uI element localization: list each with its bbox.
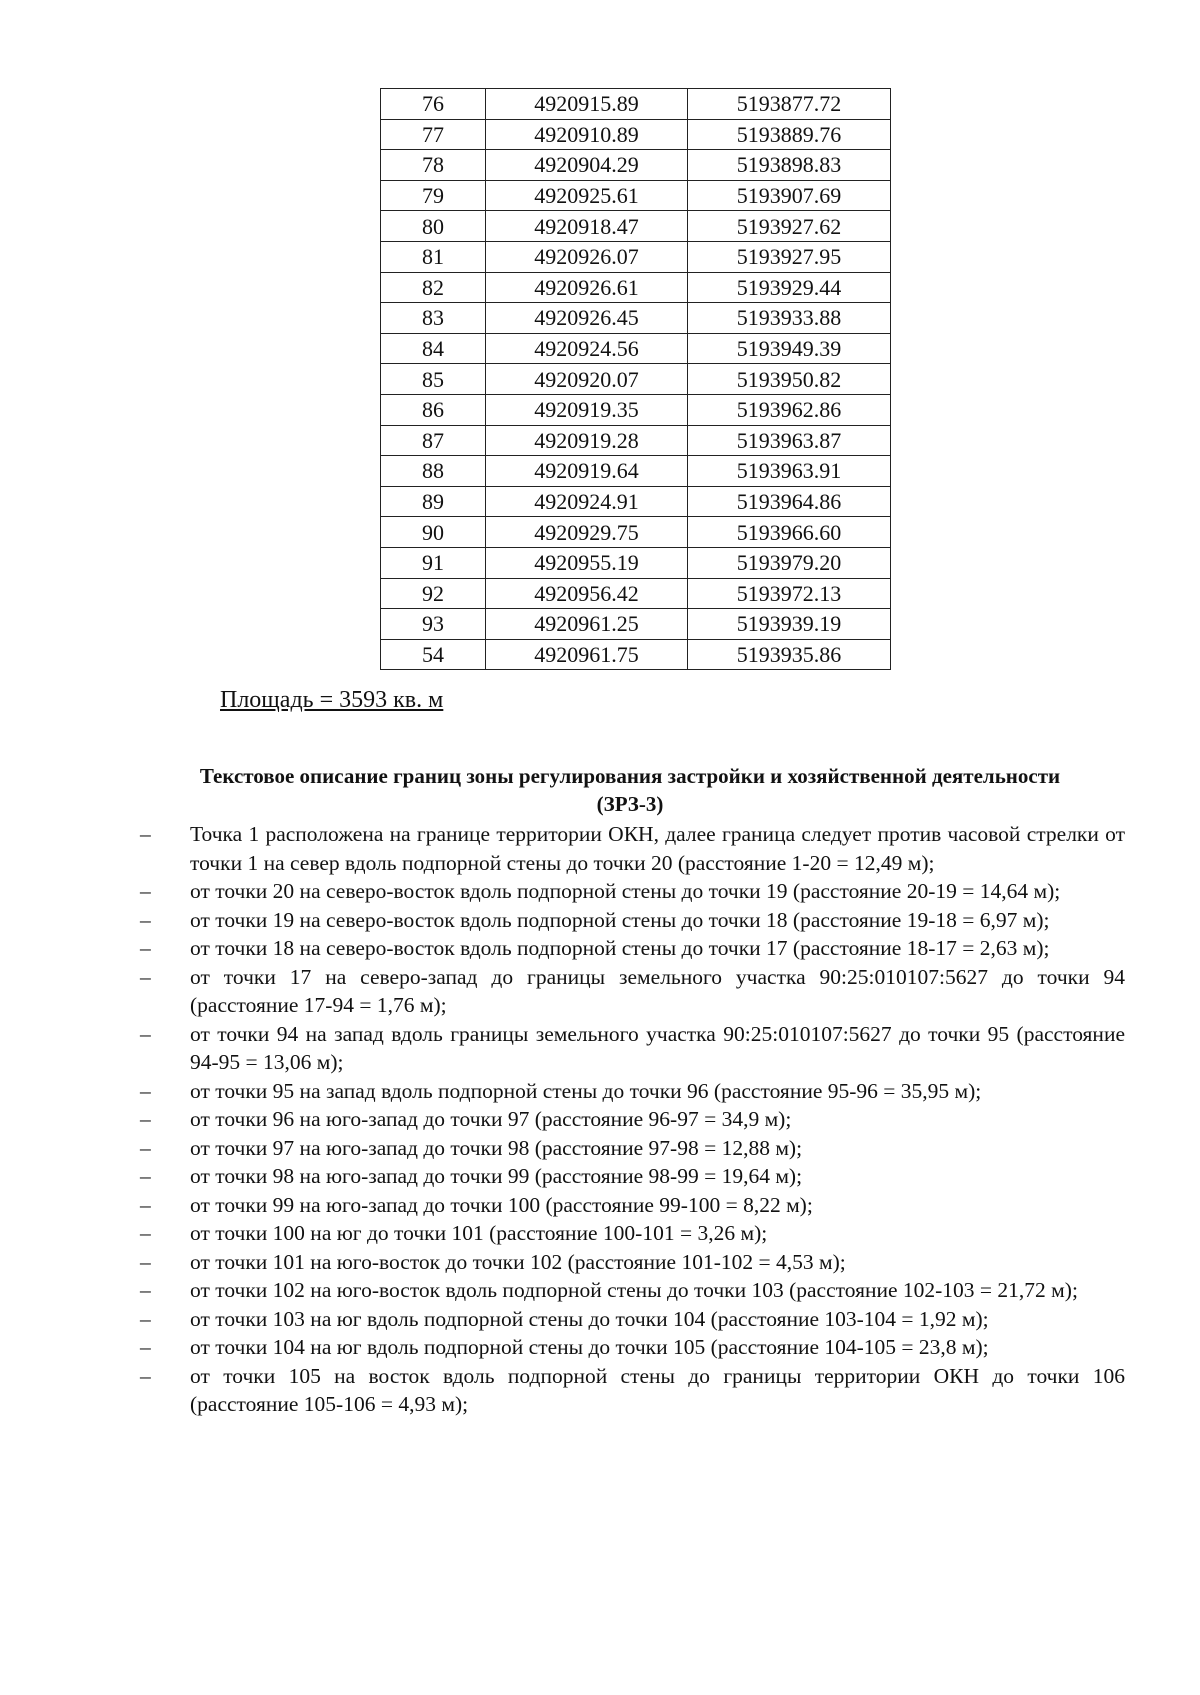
list-item-text: от точки 103 на юг вдоль подпорной стены до точки 104 (расстояние 103-104 = 1,92 м);	[190, 1306, 989, 1331]
dash-bullet: –	[140, 879, 151, 903]
point-number-cell: 91	[381, 547, 486, 578]
y-coordinate-cell: 5193964.86	[688, 486, 891, 517]
point-number-cell: 93	[381, 609, 486, 640]
list-item	[140, 1333, 1125, 1362]
y-coordinate-cell: 5193927.95	[688, 241, 891, 272]
dash-bullet: –	[140, 822, 151, 846]
x-coordinate-cell: 4920929.75	[486, 517, 688, 548]
dash-bullet: –	[140, 1135, 151, 1160]
y-coordinate-cell: 5193950.82	[688, 364, 891, 395]
list-item-text: от точки 17 на северо-запад до границы земельного участка 90:25:010107:5627 до точки 94 (расстояние 17-94 = 1,76 м);	[190, 964, 1125, 1017]
point-number-cell: 76	[381, 89, 486, 120]
list-item	[140, 877, 1125, 906]
y-coordinate-cell: 5193927.62	[688, 211, 891, 242]
point-number-cell: 89	[381, 486, 486, 517]
table-row	[381, 425, 891, 456]
x-coordinate-cell: 4920961.75	[486, 639, 688, 670]
table-row	[381, 272, 891, 303]
table-row	[381, 547, 891, 578]
x-coordinate-cell: 4920918.47	[486, 211, 688, 242]
dash-bullet: –	[140, 1306, 151, 1331]
list-item	[140, 1077, 1125, 1106]
point-number-cell: 90	[381, 517, 486, 548]
y-coordinate-cell: 5193972.13	[688, 578, 891, 609]
x-coordinate-cell: 4920955.19	[486, 547, 688, 578]
table-row	[381, 303, 891, 334]
list-item-text: от точки 101 на юго-восток до точки 102 (расстояние 101-102 = 4,53 м);	[190, 1249, 846, 1274]
x-coordinate-cell: 4920915.89	[486, 89, 688, 120]
dash-bullet: –	[140, 1021, 151, 1046]
table-row	[381, 89, 891, 120]
table-row	[381, 517, 891, 548]
table-row	[381, 241, 891, 272]
coordinates-table-body	[381, 89, 891, 670]
list-item-text: от точки 100 на юг до точки 101 (расстояние 100-101 = 3,26 м);	[190, 1221, 768, 1245]
list-item-text: от точки 105 на восток вдоль подпорной стены до границы территории ОКН до точки 106 (расстояние 105-106 = 4,93 м);	[190, 1363, 1125, 1416]
x-coordinate-cell: 4920920.07	[486, 364, 688, 395]
y-coordinate-cell: 5193933.88	[688, 303, 891, 334]
list-item	[140, 1276, 1125, 1305]
dash-bullet: –	[140, 1192, 151, 1217]
y-coordinate-cell: 5193963.87	[688, 425, 891, 456]
point-number-cell: 80	[381, 211, 486, 242]
list-item	[140, 934, 1125, 963]
list-item-text: от точки 99 на юго-запад до точки 100 (расстояние 99-100 = 8,22 м);	[190, 1192, 813, 1217]
point-number-cell: 82	[381, 272, 486, 303]
x-coordinate-cell: 4920910.89	[486, 119, 688, 150]
list-item	[140, 1219, 1125, 1248]
x-coordinate-cell: 4920925.61	[486, 180, 688, 211]
x-coordinate-cell: 4920926.61	[486, 272, 688, 303]
boundary-description-list	[140, 820, 1125, 1419]
list-item-text: от точки 104 на юг вдоль подпорной стены до точки 105 (расстояние 104-105 = 23,8 м);	[190, 1335, 989, 1359]
y-coordinate-cell: 5193929.44	[688, 272, 891, 303]
y-coordinate-cell: 5193966.60	[688, 517, 891, 548]
list-item	[140, 1134, 1125, 1163]
x-coordinate-cell: 4920924.91	[486, 486, 688, 517]
table-row	[381, 609, 891, 640]
y-coordinate-cell: 5193949.39	[688, 333, 891, 364]
x-coordinate-cell: 4920956.42	[486, 578, 688, 609]
point-number-cell: 78	[381, 150, 486, 181]
x-coordinate-cell: 4920919.35	[486, 394, 688, 425]
dash-bullet: –	[140, 1107, 151, 1131]
table-row	[381, 211, 891, 242]
area-label: Площадь = 3593 кв. м	[220, 687, 444, 713]
x-coordinate-cell: 4920961.25	[486, 609, 688, 640]
y-coordinate-cell: 5193939.19	[688, 609, 891, 640]
list-item	[140, 1191, 1125, 1220]
table-row	[381, 639, 891, 670]
list-item-text: от точки 98 на юго-запад до точки 99 (расстояние 98-99 = 19,64 м);	[190, 1164, 803, 1188]
point-number-cell: 88	[381, 456, 486, 487]
table-row	[381, 486, 891, 517]
point-number-cell: 92	[381, 578, 486, 609]
table-row	[381, 456, 891, 487]
list-item	[140, 906, 1125, 935]
dash-bullet: –	[140, 907, 151, 932]
point-number-cell: 54	[381, 639, 486, 670]
table-row	[381, 180, 891, 211]
list-item	[140, 1162, 1125, 1191]
dash-bullet: –	[140, 1249, 151, 1274]
table-row	[381, 578, 891, 609]
list-item-text: от точки 95 на запад вдоль подпорной стены до точки 96 (расстояние 95-96 = 35,95 м);	[190, 1078, 982, 1103]
dash-bullet: –	[140, 936, 151, 960]
table-row	[381, 364, 891, 395]
y-coordinate-cell: 5193907.69	[688, 180, 891, 211]
x-coordinate-cell: 4920926.45	[486, 303, 688, 334]
list-item-text: от точки 20 на северо-восток вдоль подпорной стены до точки 19 (расстояние 20-19 = 14,64 м);	[190, 879, 1061, 903]
y-coordinate-cell: 5193935.86	[688, 639, 891, 670]
dash-bullet: –	[140, 1335, 151, 1359]
dash-bullet: –	[140, 1278, 151, 1302]
list-item-text: от точки 102 на юго-восток вдоль подпорной стены до точки 103 (расстояние 102-103 = 21,72 м);	[190, 1278, 1078, 1302]
table-row	[381, 119, 891, 150]
list-item-text: от точки 18 на северо-восток вдоль подпорной стены до точки 17 (расстояние 18-17 = 2,63 м);	[190, 936, 1050, 960]
list-item-text: от точки 97 на юго-запад до точки 98 (расстояние 97-98 = 12,88 м);	[190, 1135, 803, 1160]
x-coordinate-cell: 4920919.28	[486, 425, 688, 456]
list-item	[140, 1248, 1125, 1277]
x-coordinate-cell: 4920904.29	[486, 150, 688, 181]
dash-bullet: –	[140, 1078, 151, 1103]
y-coordinate-cell: 5193963.91	[688, 456, 891, 487]
point-number-cell: 77	[381, 119, 486, 150]
x-coordinate-cell: 4920926.07	[486, 241, 688, 272]
y-coordinate-cell: 5193962.86	[688, 394, 891, 425]
list-item-text: Точка 1 расположена на границе территории ОКН, далее граница следует против часовой стрелки от точки 1 на север вдоль подпорной стены до точки 20 (расстояние 1-20 = 12,49 м);	[190, 822, 1125, 875]
y-coordinate-cell: 5193877.72	[688, 89, 891, 120]
point-number-cell: 87	[381, 425, 486, 456]
table-row	[381, 394, 891, 425]
table-row	[381, 333, 891, 364]
point-number-cell: 79	[381, 180, 486, 211]
section-title: Текстовое описание границ зоны регулирования застройки и хозяйственной деятельности (ЗРЗ-3)	[199, 764, 1061, 816]
list-item-text: от точки 96 на юго-запад до точки 97 (расстояние 96-97 = 34,9 м);	[190, 1107, 792, 1131]
y-coordinate-cell: 5193979.20	[688, 547, 891, 578]
point-number-cell: 83	[381, 303, 486, 334]
point-number-cell: 85	[381, 364, 486, 395]
x-coordinate-cell: 4920919.64	[486, 456, 688, 487]
list-item	[140, 963, 1125, 1020]
point-number-cell: 84	[381, 333, 486, 364]
y-coordinate-cell: 5193889.76	[688, 119, 891, 150]
x-coordinate-cell: 4920924.56	[486, 333, 688, 364]
point-number-cell: 86	[381, 394, 486, 425]
list-item-text: от точки 19 на северо-восток вдоль подпорной стены до точки 18 (расстояние 19-18 = 6,97 м);	[190, 907, 1050, 932]
dash-bullet: –	[140, 1221, 151, 1245]
coordinates-table	[380, 88, 891, 670]
table-row	[381, 150, 891, 181]
list-item-text: от точки 94 на запад вдоль границы земельного участка 90:25:010107:5627 до точки 95 (расстояние 94-95 = 13,06 м);	[190, 1021, 1125, 1074]
list-item	[140, 1020, 1125, 1077]
list-item	[140, 1305, 1125, 1334]
y-coordinate-cell: 5193898.83	[688, 150, 891, 181]
dash-bullet: –	[140, 964, 151, 989]
list-item	[140, 820, 1125, 877]
list-item	[140, 1362, 1125, 1419]
dash-bullet: –	[140, 1164, 151, 1188]
dash-bullet: –	[140, 1363, 151, 1388]
point-number-cell: 81	[381, 241, 486, 272]
list-item	[140, 1105, 1125, 1134]
